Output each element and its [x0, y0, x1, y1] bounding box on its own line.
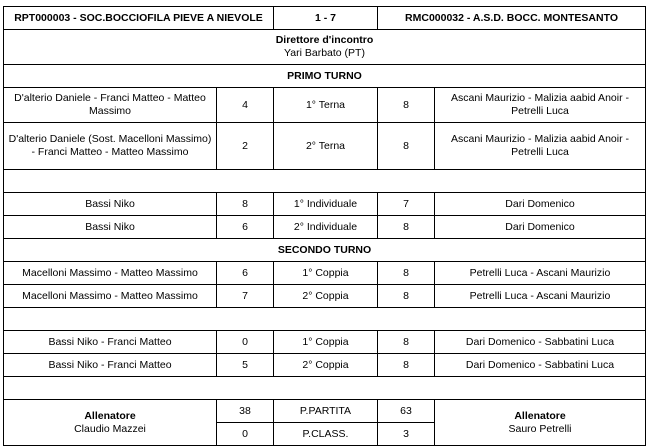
- away-score: 8: [378, 262, 435, 285]
- game-type: 1° Individuale: [274, 193, 378, 216]
- away-players: Petrelli Luca - Ascani Maurizio: [435, 262, 646, 285]
- turn-title-row: [4, 239, 646, 262]
- home-score: 8: [217, 193, 274, 216]
- away-players: Ascani Maurizio - Malizia aabid Anoir - Petrelli Luca: [435, 123, 646, 170]
- home-score: 2: [217, 123, 274, 170]
- match-score: 1 - 7: [274, 7, 378, 30]
- home-players: D'alterio Daniele - Franci Matteo - Matteo Massimo: [4, 88, 217, 123]
- spacer-row: [4, 170, 646, 193]
- home-players: D'alterio Daniele (Sost. Macelloni Massimo) - Franci Matteo - Matteo Massimo: [4, 123, 217, 170]
- away-class-points: 3: [378, 423, 435, 446]
- game-type: 1° Terna: [274, 88, 378, 123]
- away-players: Dari Domenico: [435, 193, 646, 216]
- away-score: 8: [378, 285, 435, 308]
- away-score: 8: [378, 354, 435, 377]
- home-score: 7: [217, 285, 274, 308]
- spacer-row: [4, 377, 646, 400]
- table-row: [4, 193, 646, 216]
- away-score: 7: [378, 193, 435, 216]
- home-coach-name: Claudio Mazzei: [74, 422, 146, 435]
- director-name: Yari Barbato (PT): [284, 47, 365, 59]
- director-row: [4, 30, 646, 65]
- table-row: [4, 216, 646, 239]
- away-score: 8: [378, 88, 435, 123]
- home-players: Bassi Niko - Franci Matteo: [4, 331, 217, 354]
- home-players: Bassi Niko: [4, 216, 217, 239]
- home-score: 6: [217, 262, 274, 285]
- turn-title-row: [4, 65, 646, 88]
- home-partita-points: 38: [217, 400, 274, 423]
- table-row: [4, 354, 646, 377]
- game-type: 2° Coppia: [274, 354, 378, 377]
- home-players: Bassi Niko - Franci Matteo: [4, 354, 217, 377]
- table-row: [4, 262, 646, 285]
- away-score: 8: [378, 216, 435, 239]
- game-type: 2° Individuale: [274, 216, 378, 239]
- partita-label: P.PARTITA: [274, 400, 378, 423]
- away-partita-points: 63: [378, 400, 435, 423]
- home-players: Bassi Niko: [4, 193, 217, 216]
- home-coach-cell: [4, 400, 217, 446]
- spacer-row: [4, 308, 646, 331]
- director-label: Direttore d'incontro: [275, 34, 374, 46]
- away-players: Dari Domenico - Sabbatini Luca: [435, 354, 646, 377]
- spacer-cell: [4, 377, 646, 400]
- away-team-name: RMC000032 - A.S.D. BOCC. MONTESANTO: [378, 7, 646, 30]
- home-score: 0: [217, 331, 274, 354]
- home-coach-label: Allenatore: [84, 409, 136, 422]
- away-players: Dari Domenico - Sabbatini Luca: [435, 331, 646, 354]
- home-team-name: RPT000003 - SOC.BOCCIOFILA PIEVE A NIEVOLE: [4, 7, 274, 30]
- game-type: 2° Coppia: [274, 285, 378, 308]
- director-cell: [4, 30, 646, 65]
- away-score: 8: [378, 123, 435, 170]
- home-score: 4: [217, 88, 274, 123]
- game-type: 1° Coppia: [274, 331, 378, 354]
- home-players: Macelloni Massimo - Matteo Massimo: [4, 285, 217, 308]
- away-coach-cell: [435, 400, 646, 446]
- match-header-row: [4, 7, 646, 30]
- away-coach-name: Sauro Petrelli: [508, 422, 572, 435]
- table-row: [4, 285, 646, 308]
- match-sheet-table: [3, 6, 646, 446]
- home-class-points: 0: [217, 423, 274, 446]
- away-players: Dari Domenico: [435, 216, 646, 239]
- spacer-cell: [4, 308, 646, 331]
- turn-title: SECONDO TURNO: [4, 239, 646, 262]
- home-score: 5: [217, 354, 274, 377]
- home-score: 6: [217, 216, 274, 239]
- spacer-cell: [4, 170, 646, 193]
- home-players: Macelloni Massimo - Matteo Massimo: [4, 262, 217, 285]
- table-row: [4, 123, 646, 170]
- game-type: 1° Coppia: [274, 262, 378, 285]
- away-score: 8: [378, 331, 435, 354]
- turn-title: PRIMO TURNO: [4, 65, 646, 88]
- footer-row-partita: [4, 400, 646, 423]
- class-label: P.CLASS.: [274, 423, 378, 446]
- game-type: 2° Terna: [274, 123, 378, 170]
- away-players: Petrelli Luca - Ascani Maurizio: [435, 285, 646, 308]
- away-players: Ascani Maurizio - Malizia aabid Anoir - Petrelli Luca: [435, 88, 646, 123]
- table-row: [4, 88, 646, 123]
- table-row: [4, 331, 646, 354]
- away-coach-label: Allenatore: [514, 409, 566, 422]
